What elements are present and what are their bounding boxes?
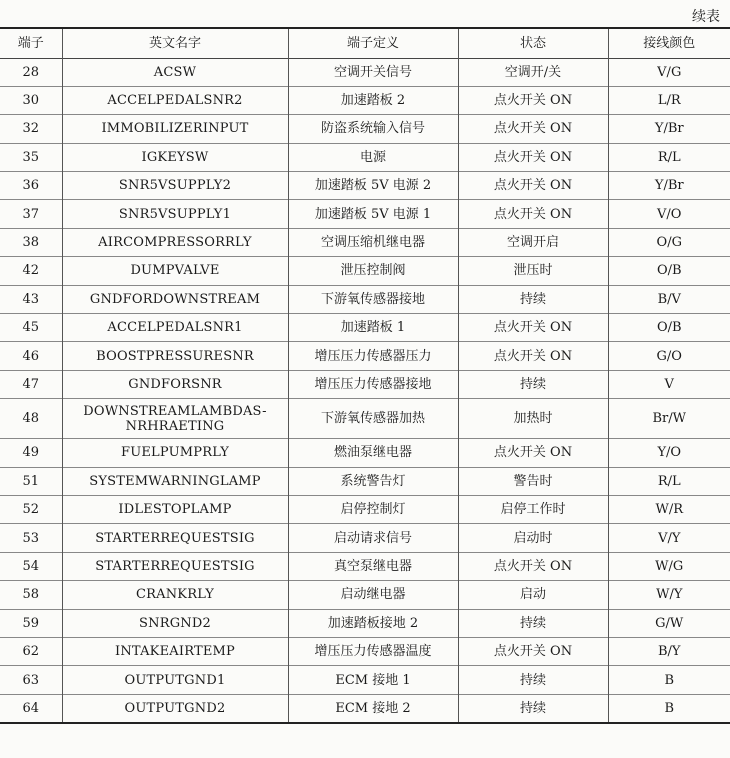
- header-pin: 端子: [17, 35, 44, 51]
- cell-name: BOOSTPRESSURESNR: [62, 342, 288, 370]
- cell-pin: 59: [22, 615, 40, 631]
- cell-color: O/B: [608, 314, 730, 342]
- table-row: [0, 58, 730, 86]
- cell-definition: 加速踏板接地 2: [288, 609, 458, 637]
- cell-state: 持续: [458, 694, 608, 722]
- cell-pin: 36: [22, 178, 40, 194]
- cell-definition: 下游氧传感器加热: [288, 399, 458, 439]
- cell-pin: 32: [22, 121, 40, 137]
- cell-pin: 64: [22, 700, 40, 716]
- cell-pin: 53: [22, 530, 40, 546]
- cell-color: Y/Br: [608, 115, 730, 143]
- header-state: 状态: [458, 28, 608, 58]
- cell-pin: 42: [22, 263, 40, 279]
- cell-pin: 52: [22, 502, 40, 518]
- cell-name: IGKEYSW: [62, 143, 288, 171]
- cell-definition: 加速踏板 1: [288, 314, 458, 342]
- cell-definition: 加速踏板 5V 电源 2: [288, 172, 458, 200]
- cell-definition: 下游氧传感器接地: [288, 285, 458, 313]
- cell-state: 持续: [458, 285, 608, 313]
- cell-name: SNR5VSUPPLY1: [62, 200, 288, 228]
- cell-definition: 启停控制灯: [288, 495, 458, 523]
- cell-pin: 54: [22, 558, 40, 574]
- cell-definition: 空调开关信号: [288, 58, 458, 86]
- cell-state: 泄压时: [458, 257, 608, 285]
- cell-state: 点火开关 ON: [458, 637, 608, 665]
- table-row: [0, 581, 730, 609]
- cell-name: ACCELPEDALSNR2: [62, 86, 288, 114]
- table-row: [0, 399, 730, 439]
- cell-definition: 电源: [288, 143, 458, 171]
- cell-pin: 48: [22, 411, 40, 427]
- cell-name: GNDFORDOWNSTREAM: [62, 285, 288, 313]
- cell-color: O/G: [608, 228, 730, 256]
- cell-name: STARTERREQUESTSIG: [62, 524, 288, 552]
- cell-pin: 38: [22, 235, 40, 251]
- cell-state: 持续: [458, 666, 608, 694]
- cell-definition: 空调压缩机继电器: [288, 228, 458, 256]
- cell-state: 加热时: [458, 399, 608, 439]
- header-color: 接线颜色: [608, 28, 730, 58]
- cell-state: 点火开关 ON: [458, 86, 608, 114]
- table-row: [0, 228, 730, 256]
- pin-table: [0, 27, 730, 724]
- cell-name: ACSW: [62, 58, 288, 86]
- cell-color: B: [608, 694, 730, 722]
- cell-definition: 增压压力传感器压力: [288, 342, 458, 370]
- cell-name: IMMOBILIZERINPUT: [62, 115, 288, 143]
- cell-state: 点火开关 ON: [458, 115, 608, 143]
- cell-color: Y/Br: [608, 172, 730, 200]
- cell-state: 警告时: [458, 467, 608, 495]
- cell-definition: 增压压力传感器温度: [288, 637, 458, 665]
- cell-color: B/V: [608, 285, 730, 313]
- table-row: [0, 495, 730, 523]
- table-row: [0, 370, 730, 398]
- cell-color: V/Y: [608, 524, 730, 552]
- cell-color: R/L: [608, 467, 730, 495]
- cell-state: 点火开关 ON: [458, 172, 608, 200]
- cell-color: V/O: [608, 200, 730, 228]
- cell-pin: 63: [22, 672, 40, 688]
- cell-state: 持续: [458, 370, 608, 398]
- table-header-row: [0, 28, 730, 58]
- table-row: [0, 143, 730, 171]
- cell-definition: ECM 接地 2: [288, 694, 458, 722]
- cell-definition: 启动继电器: [288, 581, 458, 609]
- cell-name: DUMPVALVE: [62, 257, 288, 285]
- cell-state: 点火开关 ON: [458, 439, 608, 467]
- table-row: [0, 467, 730, 495]
- cell-pin: 28: [22, 64, 40, 80]
- cell-name: FUELPUMPRLY: [62, 439, 288, 467]
- cell-name: SNR5VSUPPLY2: [62, 172, 288, 200]
- cell-name: STARTERREQUESTSIG: [62, 552, 288, 580]
- cell-pin: 43: [22, 291, 40, 307]
- table-row: [0, 552, 730, 580]
- cell-color: Br/W: [608, 399, 730, 439]
- continued-label: 续表: [692, 9, 720, 25]
- cell-definition: 增压压力传感器接地: [288, 370, 458, 398]
- table-row: [0, 694, 730, 722]
- table-row: [0, 439, 730, 467]
- cell-name: GNDFORSNR: [62, 370, 288, 398]
- cell-state: 启动时: [458, 524, 608, 552]
- cell-state: 启动: [458, 581, 608, 609]
- table-row: [0, 314, 730, 342]
- cell-state: 点火开关 ON: [458, 314, 608, 342]
- cell-color: V: [608, 370, 730, 398]
- cell-name: DOWNSTREAMLAMBDAS- NRHRAETING: [62, 399, 288, 439]
- cell-color: G/W: [608, 609, 730, 637]
- cell-pin: 30: [22, 93, 40, 109]
- cell-pin: 62: [22, 644, 40, 660]
- table-row: [0, 172, 730, 200]
- cell-pin: 47: [22, 376, 40, 392]
- cell-name: INTAKEAIRTEMP: [62, 637, 288, 665]
- cell-definition: 燃油泵继电器: [288, 439, 458, 467]
- table-row: [0, 115, 730, 143]
- cell-definition: 防盗系统输入信号: [288, 115, 458, 143]
- table-row: [0, 342, 730, 370]
- header-name: 英文名字: [62, 28, 288, 58]
- cell-pin: 49: [22, 445, 40, 461]
- cell-state: 空调开/关: [458, 58, 608, 86]
- table-row: [0, 609, 730, 637]
- cell-color: Y/O: [608, 439, 730, 467]
- cell-state: 点火开关 ON: [458, 342, 608, 370]
- cell-color: W/R: [608, 495, 730, 523]
- cell-state: 持续: [458, 609, 608, 637]
- cell-color: V/G: [608, 58, 730, 86]
- cell-state: 启停工作时: [458, 495, 608, 523]
- cell-pin: 58: [22, 587, 40, 603]
- cell-definition: 启动请求信号: [288, 524, 458, 552]
- cell-pin: 37: [22, 206, 40, 222]
- cell-name: IDLESTOPLAMP: [62, 495, 288, 523]
- cell-color: L/R: [608, 86, 730, 114]
- cell-pin: 35: [22, 149, 40, 165]
- cell-state: 点火开关 ON: [458, 200, 608, 228]
- cell-pin: 51: [22, 473, 40, 489]
- cell-definition: ECM 接地 1: [288, 666, 458, 694]
- cell-definition: 泄压控制阀: [288, 257, 458, 285]
- cell-definition: 真空泵继电器: [288, 552, 458, 580]
- table-body: [0, 58, 730, 723]
- cell-definition: 加速踏板 5V 电源 1: [288, 200, 458, 228]
- cell-definition: 系统警告灯: [288, 467, 458, 495]
- table-row: [0, 524, 730, 552]
- cell-state: 点火开关 ON: [458, 143, 608, 171]
- cell-definition: 加速踏板 2: [288, 86, 458, 114]
- cell-pin: 46: [22, 348, 40, 364]
- cell-name: CRANKRLY: [62, 581, 288, 609]
- cell-name: OUTPUTGND2: [62, 694, 288, 722]
- cell-color: R/L: [608, 143, 730, 171]
- cell-color: W/Y: [608, 581, 730, 609]
- table-row: [0, 637, 730, 665]
- header-definition: 端子定义: [288, 28, 458, 58]
- cell-color: W/G: [608, 552, 730, 580]
- cell-color: B/Y: [608, 637, 730, 665]
- cell-name: SYSTEMWARNINGLAMP: [62, 467, 288, 495]
- table-row: [0, 86, 730, 114]
- cell-name: ACCELPEDALSNR1: [62, 314, 288, 342]
- cell-color: G/O: [608, 342, 730, 370]
- cell-pin: 45: [22, 320, 40, 336]
- cell-color: B: [608, 666, 730, 694]
- table-row: [0, 200, 730, 228]
- cell-state: 点火开关 ON: [458, 552, 608, 580]
- table-row: [0, 285, 730, 313]
- cell-color: O/B: [608, 257, 730, 285]
- cell-name: OUTPUTGND1: [62, 666, 288, 694]
- cell-state: 空调开启: [458, 228, 608, 256]
- cell-name: SNRGND2: [62, 609, 288, 637]
- table-row: [0, 257, 730, 285]
- cell-name: AIRCOMPRESSORRLY: [62, 228, 288, 256]
- table-row: [0, 666, 730, 694]
